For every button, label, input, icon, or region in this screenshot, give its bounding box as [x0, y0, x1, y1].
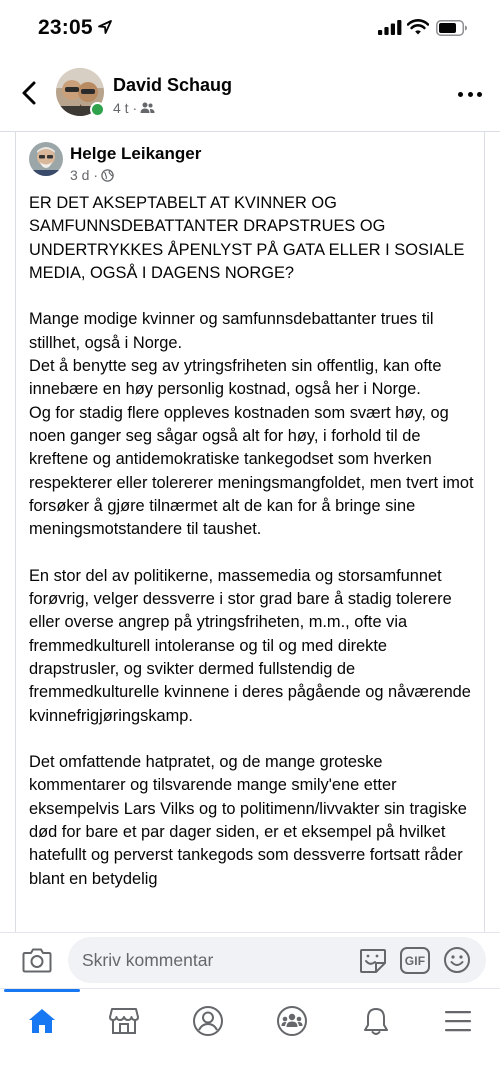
- post-header: [0, 60, 500, 132]
- shared-author-avatar[interactable]: [29, 142, 63, 176]
- post-paragraph: ER DET AKSEPTABELT AT KVINNER OG SAMFUNNSDEBATTANTER DRAPSTRUES OG UNDERTRYKKES ÅPENLYST PÅ GATA ELLER I SOSIALE MEDIA, OGSÅ I DAGENS NORGE?: [29, 194, 465, 282]
- emoji-icon[interactable]: [443, 946, 471, 974]
- comment-bar: [0, 932, 500, 988]
- bottom-tab-bar: [0, 988, 500, 1080]
- author-name[interactable]: David Schaug: [113, 75, 233, 95]
- more-icon-dot: [468, 92, 473, 97]
- shared-author-name[interactable]: Helge Leikanger: [70, 144, 202, 163]
- home-icon: [27, 1007, 57, 1035]
- active-tab-indicator: [4, 989, 80, 992]
- profile-icon: [192, 1005, 224, 1037]
- gif-button[interactable]: [400, 947, 430, 974]
- bell-icon: [362, 1006, 390, 1036]
- tab-menu[interactable]: [438, 1003, 478, 1039]
- tab-notifications[interactable]: [356, 1003, 396, 1039]
- tab-profile[interactable]: [188, 1003, 228, 1039]
- menu-icon: [444, 1009, 472, 1033]
- more-icon-dot: [477, 92, 482, 97]
- location-arrow-icon: [97, 19, 113, 35]
- globe-icon: [101, 169, 114, 182]
- camera-icon[interactable]: [22, 946, 52, 974]
- more-icon-dot: [458, 92, 463, 97]
- shared-post-time: 3 d ·: [70, 167, 99, 183]
- tab-marketplace[interactable]: [104, 1003, 144, 1039]
- tab-groups[interactable]: [272, 1003, 312, 1039]
- online-status-dot: [90, 102, 105, 117]
- friends-icon: [140, 102, 155, 114]
- post-paragraph: En stor del av politikerne, massemedia og storsamfunnet forøvrig, velger dessverre i stor grad bare å stadig tolerere eller overse angrep på ytringsfriheten, m.m., ofte via fremmedkulturell intoleranse og til og med direkte drapstrusler, og svikter dermed fullstendig de fremmedkulturelle kvinnene i deres pågående og nåværende kvinnefrigjøringskamp.: [29, 566, 471, 725]
- status-time: 23:05: [38, 16, 93, 39]
- post-paragraph: Det omfattende hatpratet, og de mange groteske kommentarer og tilsvarende mange smily'ene etter eksempelvis Lars Vilks og to politimenn/livvakter sin tragiske død for bare et par dager siden, er et eksempel på hvilket hatefullt og perverst tankegods som dessverre fortsatt råder blant en betydelig: [29, 753, 467, 888]
- more-options-button[interactable]: [458, 84, 482, 104]
- chevron-left-icon: [21, 81, 37, 105]
- shared-avatar-photo: [29, 142, 63, 176]
- battery-icon: [436, 20, 468, 36]
- shared-post-meta: [70, 167, 114, 183]
- back-button[interactable]: [14, 78, 44, 108]
- author-avatar[interactable]: [56, 68, 104, 116]
- post-time: 4 t ·: [113, 100, 138, 116]
- groups-icon: [276, 1005, 308, 1037]
- status-bar: [0, 0, 500, 56]
- tab-home[interactable]: [22, 1003, 62, 1039]
- sticker-icon[interactable]: [358, 947, 388, 975]
- shared-post: [15, 132, 485, 932]
- gif-label: GIF: [404, 953, 426, 968]
- shared-post-text: [29, 192, 479, 914]
- wifi-icon: [407, 19, 429, 35]
- marketplace-icon: [108, 1006, 140, 1036]
- post-paragraph: Mange modige kvinner og samfunnsdebattanter trues til stillhet, også i Norge. Det å benytte seg av ytringsfriheten sin offentlig, kan ofte innebære en høy personlig kostnad, også her i Norge. Og for stadig flere oppleves kostnaden som svært høy, og noen ganger seg sågar også alt for høy, i forhold til de kreftene og antidemokratiske tankegodset som hverken respekterer eller tolererer meningsmangfoldet, men tvert imot forsøker å gjøre tilnærmet alt de kan for å bringe sine meningsmotstandere til taushet.: [29, 310, 474, 539]
- post-meta: [113, 100, 155, 116]
- cellular-signal-icon: [378, 20, 402, 35]
